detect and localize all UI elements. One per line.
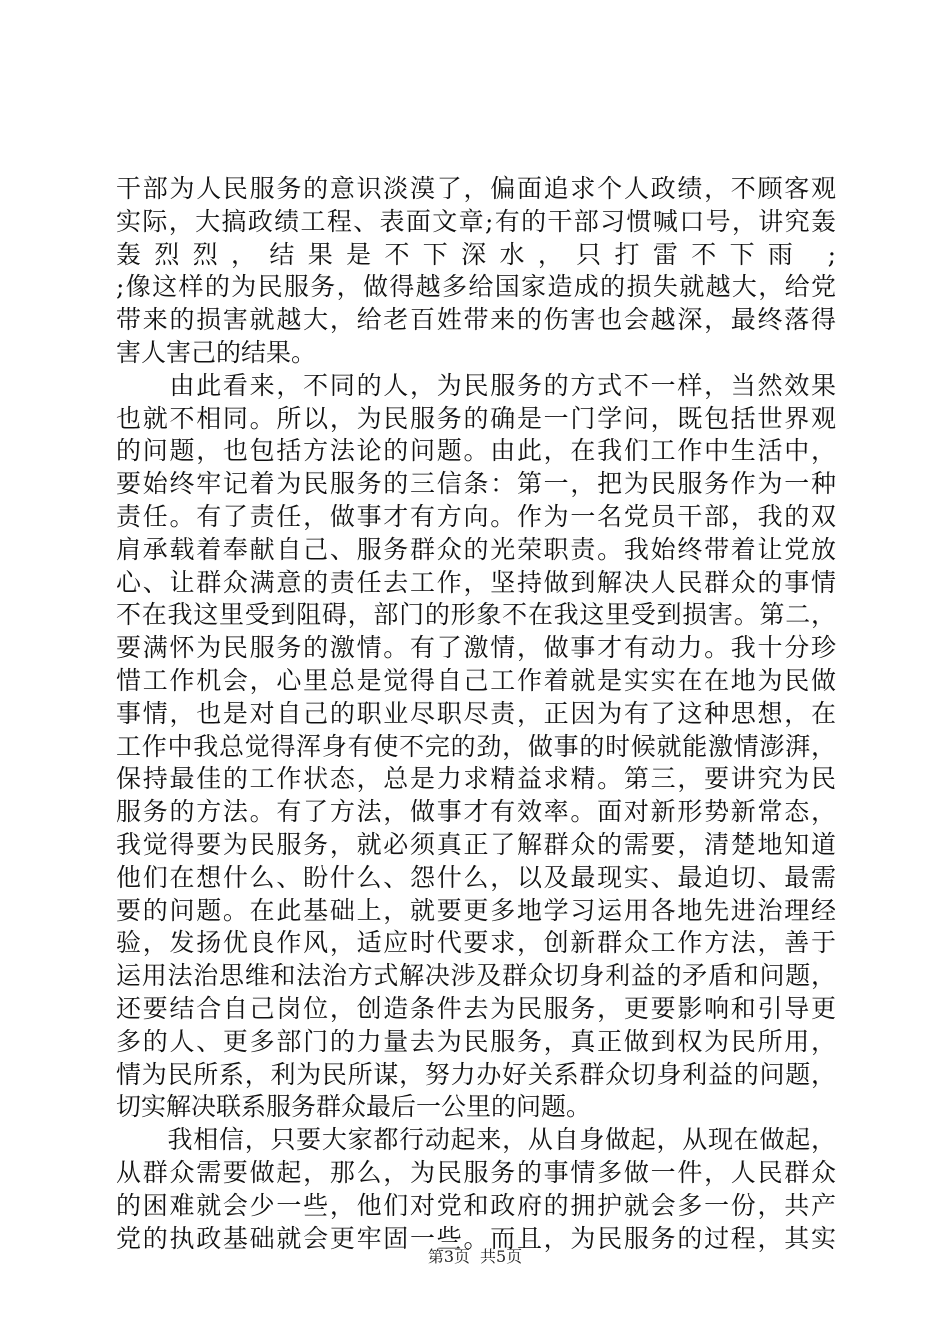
text-line: 肩承载着奉献自己、服务群众的光荣职责。我始终带着让党放	[116, 534, 836, 564]
text-line: 验，发扬优良作风，适应时代要求，创新群众工作方法，善于	[116, 928, 836, 958]
page-footer	[0, 1244, 950, 1267]
text-line: 惜工作机会，心里总是觉得自己工作着就是实实在在地为民做	[116, 665, 836, 695]
text-line: 工作中我总觉得浑身有使不完的劲，做事的时候就能激情澎湃，	[116, 731, 836, 761]
text-line: ;像这样的为民服务，做得越多给国家造成的损失就越大，给党	[116, 272, 836, 302]
document-body	[116, 173, 836, 1255]
text-line: 实际，大搞政绩工程、表面文章;有的干部习惯喊口号，讲究轰	[116, 206, 836, 236]
text-line: 由此看来，不同的人，为民服务的方式不一样，当然效果	[116, 370, 836, 400]
text-line: 我相信，只要大家都行动起来，从自身做起，从现在做起，	[116, 1125, 836, 1155]
text-line: 情为民所系，利为民所谋，努力办好关系群众切身利益的问题，	[116, 1059, 836, 1089]
text-line: 干部为人民服务的意识淡漠了，偏面追求个人政绩，不顾客观	[116, 174, 836, 203]
text-line: 多的人、更多部门的力量去为民服务，真正做到权为民所用，	[116, 1026, 836, 1056]
text-line: 从群众需要做起，那么，为民服务的事情多做一件，人民群众	[116, 1157, 836, 1187]
text-line: 服务的方法。有了方法，做事才有效率。面对新形势新常态，	[116, 797, 836, 827]
text-line: 害人害己的结果。	[116, 337, 317, 367]
text-line: 责任。有了责任，做事才有方向。作为一名党员干部，我的双	[116, 501, 836, 531]
text-line: 保持最佳的工作状态，总是力求精益求精。第三，要讲究为民	[116, 764, 836, 794]
text-line: 党的执政基础就会更牢固一些。而且，为民服务的过程，其实	[116, 1223, 836, 1253]
text-line: 轰烈烈，结果是不下深水，只打雷不下雨 ;	[116, 239, 836, 269]
text-line: 的问题，也包括方法论的问题。由此，在我们工作中生活中，	[116, 436, 836, 466]
page-number-total: 共5页	[480, 1247, 523, 1266]
text-line: 运用法治思维和法治方式解决涉及群众切身利益的矛盾和问题，	[116, 961, 836, 991]
text-line: 的困难就会少一些，他们对党和政府的拥护就会多一份，共产	[116, 1190, 836, 1220]
text-line: 我觉得要为民服务，就必须真正了解群众的需要，清楚地知道	[116, 829, 836, 859]
text-line: 切实解决联系服务群众最后一公里的问题。	[116, 1092, 592, 1122]
text-line: 要满怀为民服务的激情。有了激情，做事才有动力。我十分珍	[116, 633, 836, 663]
text-line: 事情，也是对自己的职业尽职尽责，正因为有了这种思想，在	[116, 698, 836, 728]
page-number-current: 第3页	[427, 1247, 470, 1266]
text-line: 不在我这里受到阻碍，部门的形象不在我这里受到损害。第二，	[116, 600, 836, 630]
text-line: 要始终牢记着为民服务的三信条：第一，把为民服务作为一种	[116, 469, 836, 499]
text-line: 他们在想什么、盼什么、怨什么，以及最现实、最迫切、最需	[116, 862, 836, 892]
text-line: 还要结合自己岗位，创造条件去为民服务，更要影响和引导更	[116, 993, 836, 1023]
text-line: 要的问题。在此基础上，就要更多地学习运用各地先进治理经	[116, 895, 836, 925]
text-line: 也就不相同。所以，为民服务的确是一门学问，既包括世界观	[116, 403, 836, 433]
text-line: 心、让群众满意的责任去工作，坚持做到解决人民群众的事情	[116, 567, 836, 597]
text-line: 带来的损害就越大，给老百姓带来的伤害也会越深，最终落得	[116, 305, 836, 335]
